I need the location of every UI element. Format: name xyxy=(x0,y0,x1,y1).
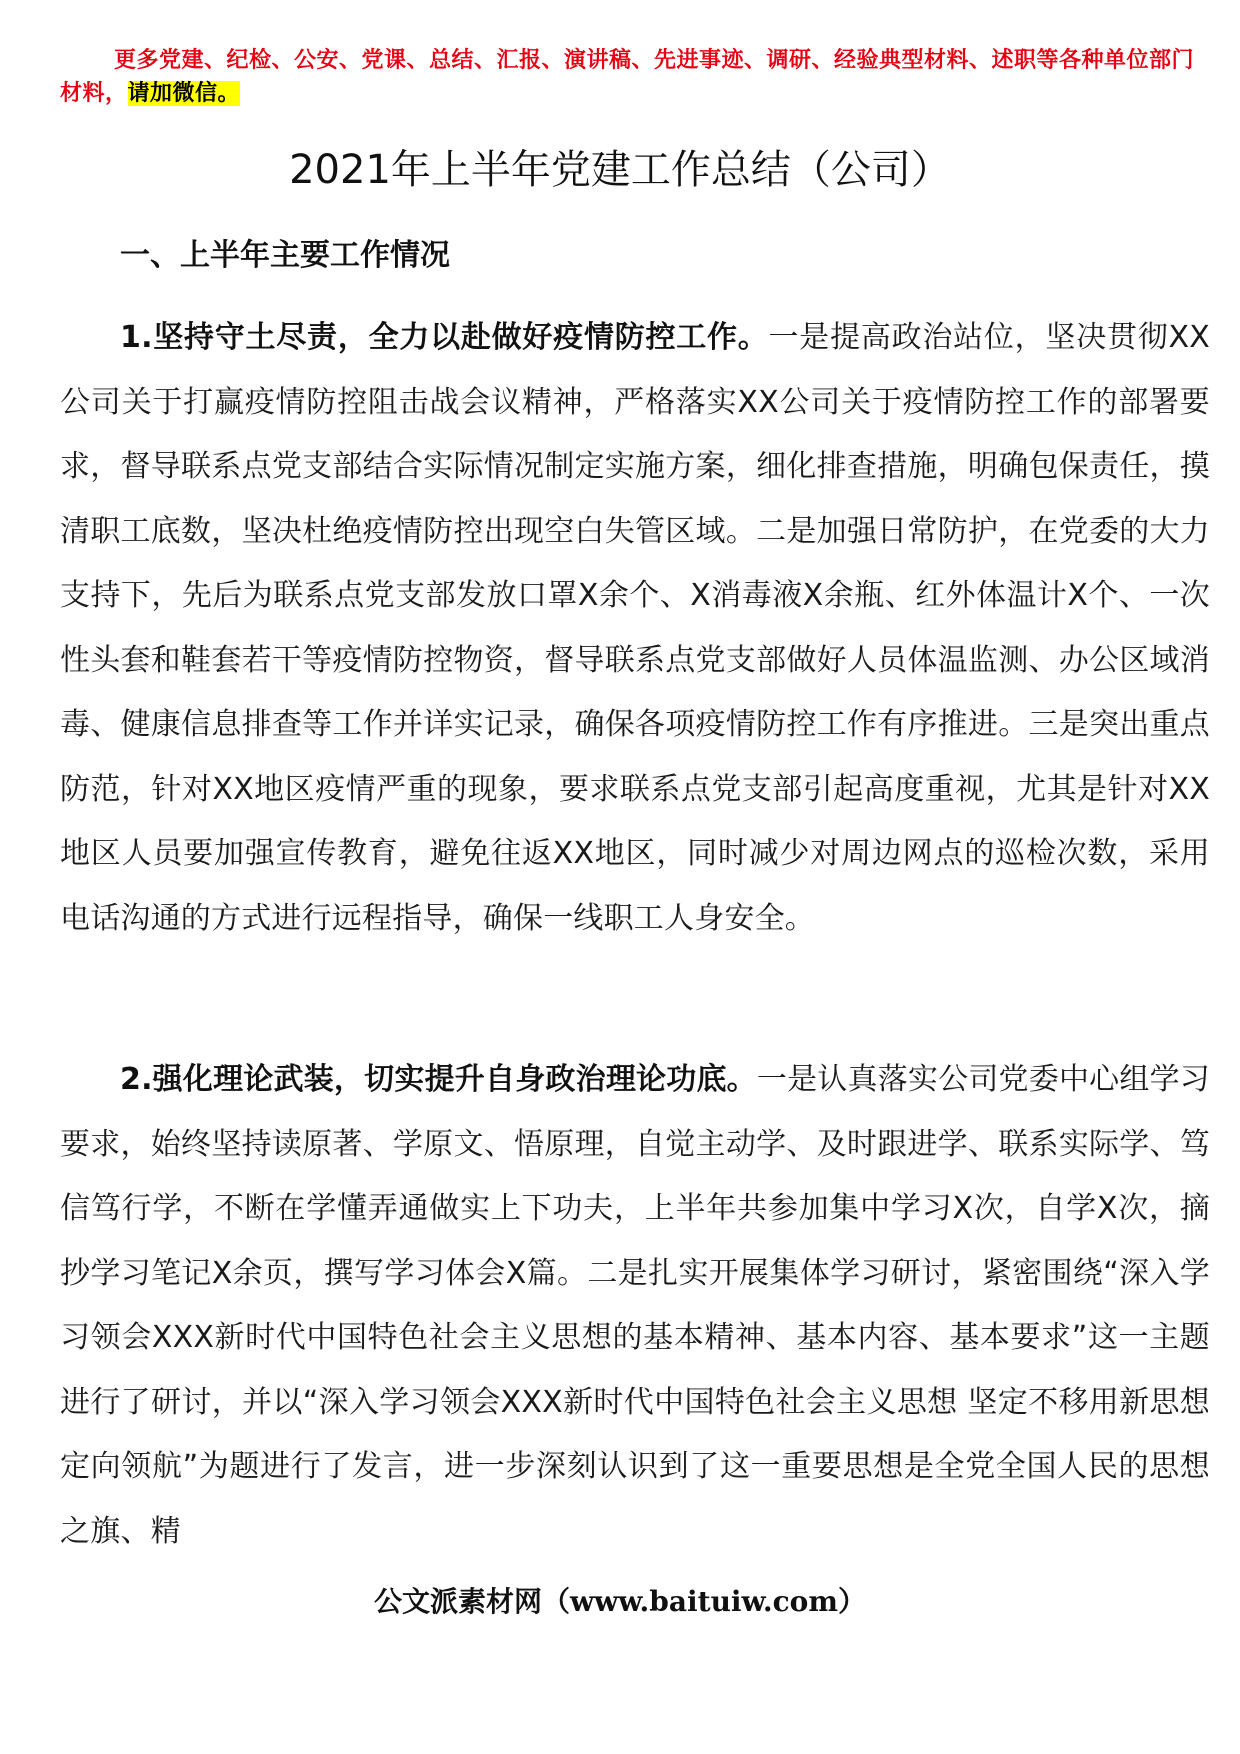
promo-notice-text: 更多党建、纪检、公安、党课、总结、汇报、演讲稿、先进事迹、调研、经验典型材料、述职等各种单位部门材料， xyxy=(60,48,1195,106)
document-title: 2021年上半年党建工作总结（公司） xyxy=(289,147,951,193)
paragraph-2-body: 一是认真落实公司党委中心组学习要求，始终坚持读原著、学原文、悟原理，自觉主动学、及时跟进学、联系实际学、笃信笃行学，不断在学懂弄通做实上下功夫，上半年共参加集中学习X次，自学X次，摘抄学习笔记X余页，撰写学习体会X篇。二是扎实开展集体学习研讨，紧密围绕“深入学习领会XXX新时代中国特色社会主义思想的基本精神、基本内容、基本要求”这一主题进行了研讨，并以“深入学习领会XXX新时代中国特色社会主义思想 坚定不移用新思想定向领航”为题进行了发言，进一步深刻认识到了这一重要思想是全党全国人民的思想之旗、精 xyxy=(60,1062,1211,1549)
promo-notice xyxy=(60,44,1210,110)
paragraph-1-lead: 1.坚持守土尽责，全力以赴做好疫情防控工作。 xyxy=(120,320,769,355)
paragraph-2 xyxy=(60,1048,1210,1564)
section-heading: 一、上半年主要工作情况 xyxy=(120,238,450,273)
paragraph-1 xyxy=(60,306,1210,951)
paragraph-1-body: 一是提高政治站位，坚决贯彻XX公司关于打赢疫情防控阻击战会议精神，严格落实XX公司关于疫情防控工作的部署要求，督导联系点党支部结合实际情况制定实施方案，细化排查措施，明确包保责任，摸清职工底数，坚决杜绝疫情防控出现空白失管区域。二是加强日常防护，在党委的大力支持下，先后为联系点党支部发放口罩X余个、X消毒液X余瓶、红外体温计X个、一次性头套和鞋套若干等疫情防控物资，督导联系点党支部做好人员体温监测、办公区域消毒、健康信息排查等工作并详实记录，确保各项疫情防控工作有序推进。三是突出重点防范，针对XX地区疫情严重的现象，要求联系点党支部引起高度重视，尤其是针对XX地区人员要加强宣传教育，避免往返XX地区，同时减少对周边网点的巡检次数，采用电话沟通的方式进行远程指导，确保一线职工人身安全。 xyxy=(60,320,1210,936)
paragraph-2-lead: 2.强化理论武装，切实提升自身政治理论功底。 xyxy=(120,1062,757,1097)
footer-watermark: 公文派素材网（www.baituiw.com） xyxy=(374,1585,866,1618)
promo-notice-highlight: 请加微信。 xyxy=(127,81,241,106)
